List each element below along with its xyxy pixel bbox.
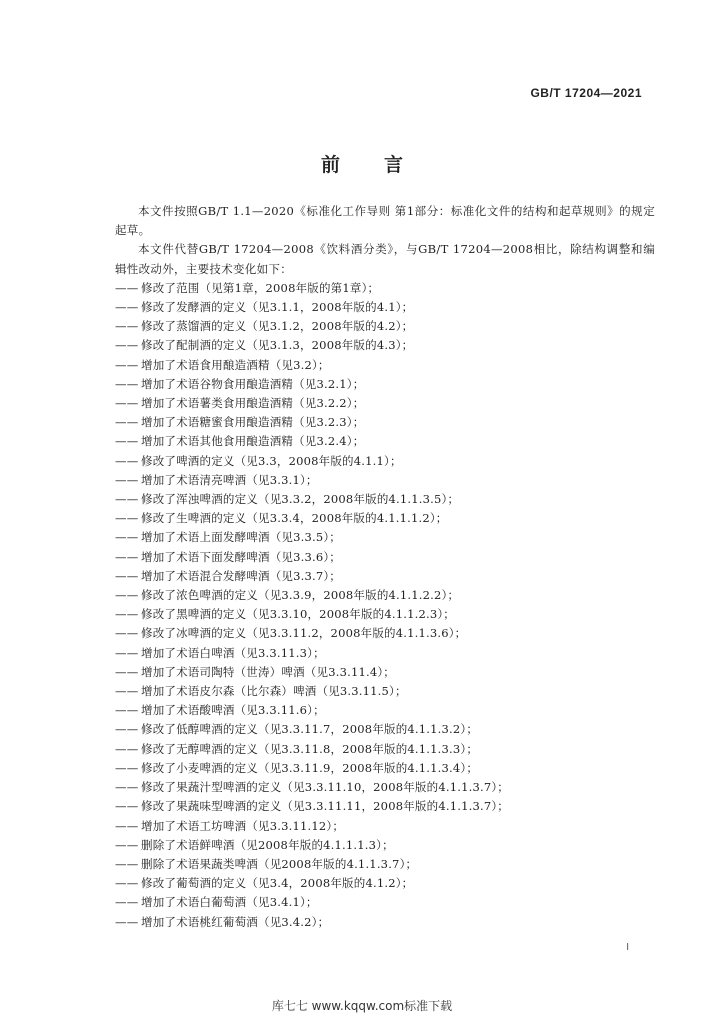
list-item bbox=[115, 624, 655, 643]
list-dash: —— bbox=[115, 626, 139, 641]
list-item-text: 修改了发酵酒的定义（见3.1.1，2008年版的4.1）； bbox=[141, 300, 414, 315]
list-dash: —— bbox=[115, 760, 139, 775]
list-item-text: 删除了术语果蔬类啤酒（见2008年版的4.1.1.3.7）； bbox=[141, 856, 418, 871]
list-dash: —— bbox=[115, 280, 139, 295]
page-number: I bbox=[626, 942, 629, 953]
list-dash: —— bbox=[115, 780, 139, 795]
list-item-text: 增加了术语其他食用酿造酒精（见3.2.4）； bbox=[141, 434, 365, 449]
list-item-text: 修改了范围（见第1章，2008年版的第1章）； bbox=[141, 280, 380, 295]
list-dash: —— bbox=[115, 664, 139, 679]
list-item bbox=[115, 356, 655, 375]
list-dash: —— bbox=[115, 415, 139, 430]
list-dash: —— bbox=[115, 856, 139, 871]
list-dash: —— bbox=[115, 549, 139, 564]
list-item bbox=[115, 893, 655, 912]
list-item bbox=[115, 509, 655, 528]
list-dash: —— bbox=[115, 703, 139, 718]
list-item bbox=[115, 663, 655, 682]
list-item bbox=[115, 336, 655, 355]
list-item-text: 增加了术语薯类食用酿造酒精（见3.2.2）； bbox=[141, 396, 365, 411]
changes-list bbox=[115, 279, 655, 932]
list-dash: —— bbox=[115, 741, 139, 756]
list-item-text: 修改了冰啤酒的定义（见3.3.11.2，2008年版的4.1.1.3.6）； bbox=[141, 626, 467, 641]
list-item bbox=[115, 913, 655, 932]
list-dash: —— bbox=[115, 338, 139, 353]
list-dash: —— bbox=[115, 895, 139, 910]
list-item-text: 增加了术语谷物食用酿造酒精（见3.2.1）； bbox=[141, 376, 365, 391]
list-item bbox=[115, 874, 655, 893]
list-item-text: 增加了术语上面发酵啤酒（见3.3.5）； bbox=[141, 530, 342, 545]
list-item-text: 增加了术语白啤酒（见3.3.11.3）； bbox=[141, 645, 325, 660]
list-item-text: 修改了果蔬味型啤酒的定义（见3.3.11.11，2008年版的4.1.1.3.7）； bbox=[141, 799, 509, 814]
list-item bbox=[115, 452, 655, 471]
list-item-text: 修改了浑浊啤酒的定义（见3.3.2，2008年版的4.1.1.3.5）； bbox=[141, 492, 460, 507]
list-item-text: 增加了术语桃红葡萄酒（见3.4.2）； bbox=[141, 914, 330, 929]
paragraph-replacement-note: 本文件代替GB/T 17204—2008《饮料酒分类》，与GB/T 17204—2008相比，除结构调整和编辑性改动外，主要技术变化如下： bbox=[115, 242, 655, 276]
list-item bbox=[115, 490, 655, 509]
list-dash: —— bbox=[115, 434, 139, 449]
list-item-text: 删除了术语鲜啤酒（见2008年版的4.1.1.1.3）； bbox=[141, 837, 394, 852]
list-item-text: 增加了术语清亮啤酒（见3.3.1）； bbox=[141, 472, 318, 487]
list-item bbox=[115, 375, 655, 394]
list-item bbox=[115, 701, 655, 720]
list-item bbox=[115, 471, 655, 490]
list-item bbox=[115, 432, 655, 451]
list-dash: —— bbox=[115, 472, 139, 487]
list-item-text: 增加了术语白葡萄酒（见3.4.1）； bbox=[141, 895, 318, 910]
list-item-text: 修改了无醇啤酒的定义（见3.3.11.8，2008年版的4.1.1.3.3）； bbox=[141, 741, 479, 756]
list-item-text: 增加了术语下面发酵啤酒（见3.3.6）； bbox=[141, 549, 342, 564]
list-item bbox=[115, 548, 655, 567]
list-item bbox=[115, 855, 655, 874]
list-dash: —— bbox=[115, 837, 139, 852]
list-item bbox=[115, 605, 655, 624]
list-item bbox=[115, 567, 655, 586]
list-dash: —— bbox=[115, 300, 139, 315]
list-dash: —— bbox=[115, 914, 139, 929]
document-code-header: GB/T 17204—2021 bbox=[530, 86, 642, 100]
list-dash: —— bbox=[115, 588, 139, 603]
list-item-text: 增加了术语酸啤酒（见3.3.11.6）； bbox=[141, 703, 325, 718]
list-item-text: 修改了配制酒的定义（见3.1.3，2008年版的4.3）； bbox=[141, 338, 414, 353]
list-dash: —— bbox=[115, 722, 139, 737]
list-item-text: 修改了小麦啤酒的定义（见3.3.11.9，2008年版的4.1.1.3.4）； bbox=[141, 760, 479, 775]
list-dash: —— bbox=[115, 568, 139, 583]
list-dash: —— bbox=[115, 396, 139, 411]
paragraph-drafting-rules: 本文件按照GB/T 1.1—2020《标准化工作导则 第1部分：标准化文件的结构和起草规则》的规定起草。 bbox=[115, 204, 655, 238]
list-item-text: 增加了术语混合发酵啤酒（见3.3.7）； bbox=[141, 568, 342, 583]
list-item bbox=[115, 528, 655, 547]
list-dash: —— bbox=[115, 799, 139, 814]
list-item-text: 修改了葡萄酒的定义（见3.4，2008年版的4.1.2）； bbox=[141, 876, 414, 891]
list-item-text: 修改了黑啤酒的定义（见3.3.10，2008年版的4.1.1.2.3）； bbox=[141, 607, 455, 622]
list-item bbox=[115, 682, 655, 701]
list-dash: —— bbox=[115, 645, 139, 660]
list-item bbox=[115, 413, 655, 432]
list-item bbox=[115, 740, 655, 759]
list-item-text: 修改了啤酒的定义（见3.3，2008年版的4.1.1）； bbox=[141, 453, 402, 468]
page-title: 前言 bbox=[320, 154, 447, 176]
list-item bbox=[115, 317, 655, 336]
list-item-text: 增加了术语糖蜜食用酿造酒精（见3.2.3）； bbox=[141, 415, 365, 430]
list-dash: —— bbox=[115, 530, 139, 545]
list-item bbox=[115, 394, 655, 413]
list-item-text: 增加了术语食用酿造酒精（见3.2）； bbox=[141, 357, 330, 372]
list-dash: —— bbox=[115, 357, 139, 372]
list-dash: —— bbox=[115, 607, 139, 622]
list-item-text: 修改了蒸馏酒的定义（见3.1.2，2008年版的4.2）； bbox=[141, 319, 414, 334]
list-item bbox=[115, 279, 655, 298]
list-item bbox=[115, 797, 655, 816]
list-item bbox=[115, 720, 655, 739]
list-item bbox=[115, 759, 655, 778]
list-dash: —— bbox=[115, 492, 139, 507]
list-item-text: 增加了术语司陶特（世涛）啤酒（见3.3.11.4）； bbox=[141, 664, 395, 679]
list-item-text: 修改了生啤酒的定义（见3.3.4，2008年版的4.1.1.1.2）； bbox=[141, 511, 448, 526]
list-dash: —— bbox=[115, 511, 139, 526]
list-dash: —— bbox=[115, 684, 139, 699]
list-item-text: 增加了术语工坊啤酒（见3.3.11.12）； bbox=[141, 818, 345, 833]
list-item bbox=[115, 778, 655, 797]
list-dash: —— bbox=[115, 453, 139, 468]
list-dash: —— bbox=[115, 319, 139, 334]
list-item bbox=[115, 586, 655, 605]
list-item-text: 修改了浓色啤酒的定义（见3.3.9，2008年版的4.1.1.2.2）； bbox=[141, 588, 460, 603]
list-dash: —— bbox=[115, 818, 139, 833]
list-item bbox=[115, 644, 655, 663]
list-item-text: 修改了低醇啤酒的定义（见3.3.11.7，2008年版的4.1.1.3.2）； bbox=[141, 722, 479, 737]
list-item-text: 增加了术语皮尔森（比尔森）啤酒（见3.3.11.5）； bbox=[141, 684, 407, 699]
list-item bbox=[115, 298, 655, 317]
list-item bbox=[115, 817, 655, 836]
list-item-text: 修改了果蔬汁型啤酒的定义（见3.3.11.10，2008年版的4.1.1.3.7）； bbox=[141, 780, 509, 795]
list-dash: —— bbox=[115, 376, 139, 391]
footer-watermark: 库七七 www.kqqw.com标准下载 bbox=[271, 999, 453, 1013]
foreword-body bbox=[115, 202, 655, 932]
list-dash: —— bbox=[115, 876, 139, 891]
list-item bbox=[115, 836, 655, 855]
